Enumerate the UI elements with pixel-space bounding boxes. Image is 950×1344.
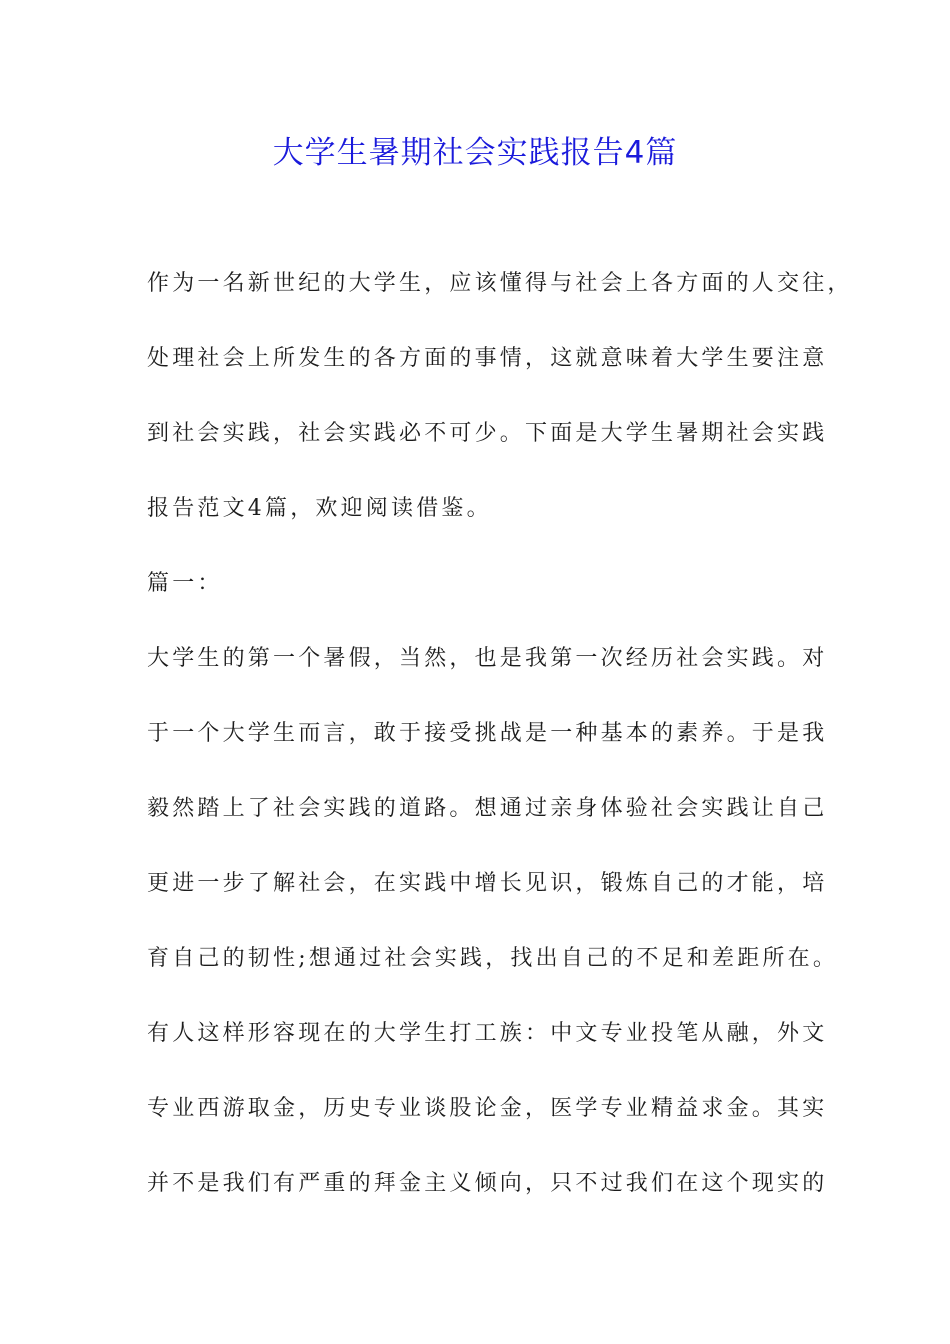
body-line: 于一个大学生而言，敢于接受挑战是一种基本的素养。于是我 — [147, 721, 828, 746]
body-line: 育自己的韧性;想通过社会实践，找出自己的不足和差距所在。 — [147, 946, 839, 971]
body-line: 有人这样形容现在的大学生打工族：中文专业投笔从融，外文 — [147, 1021, 828, 1046]
body-line: 报告范文4篇，欢迎阅读借鉴。 — [147, 496, 492, 521]
section-heading: 篇一： — [147, 571, 223, 596]
body-line: 毅然踏上了社会实践的道路。想通过亲身体验社会实践让自己 — [147, 796, 828, 821]
body-line: 并不是我们有严重的拜金主义倾向，只不过我们在这个现实的 — [147, 1171, 828, 1196]
body-line: 处理社会上所发生的各方面的事情，这就意味着大学生要注意 — [147, 346, 828, 371]
body-line: 更进一步了解社会，在实践中增长见识，锻炼自己的才能，培 — [147, 871, 828, 896]
document-title: 大学生暑期社会实践报告4篇 — [272, 135, 678, 171]
body-line: 专业西游取金，历史专业谈股论金，医学专业精益求金。其实 — [147, 1096, 828, 1121]
body-line: 到社会实践，社会实践必不可少。下面是大学生暑期社会实践 — [147, 421, 828, 446]
body-line: 作为一名新世纪的大学生，应该懂得与社会上各方面的人交往， — [147, 271, 853, 296]
body-line: 大学生的第一个暑假，当然，也是我第一次经历社会实践。对 — [147, 646, 828, 671]
